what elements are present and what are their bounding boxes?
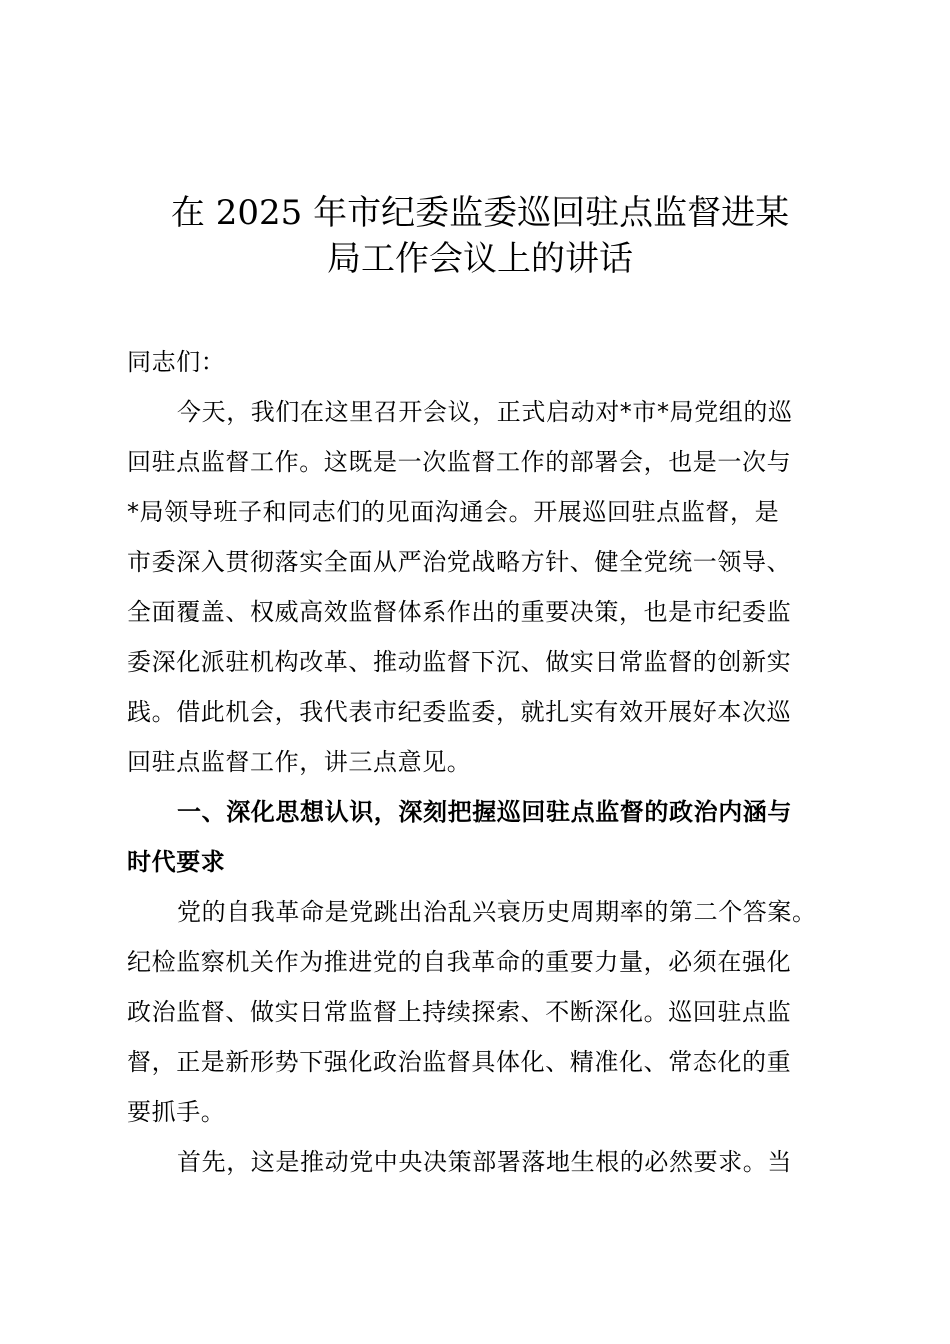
salutation: 同志们：	[127, 348, 226, 376]
paragraph-line: 委深化派驻机构改革、推动监督下沉、做实日常监督的创新实	[127, 648, 792, 676]
paragraph-line: 践。借此机会，我代表市纪委监委，就扎实有效开展好本次巡	[127, 698, 792, 726]
paragraph-line: 市委深入贯彻落实全面从严治党战略方针、健全党统一领导、	[127, 548, 792, 576]
paragraph-line: 回驻点监督工作，讲三点意见。	[127, 748, 472, 776]
paragraph-line: 纪检监察机关作为推进党的自我革命的重要力量，必须在强化	[127, 948, 792, 976]
paragraph-line: 回驻点监督工作。这既是一次监督工作的部署会，也是一次与	[127, 448, 792, 476]
paragraph-line: 要抓手。	[127, 1098, 226, 1126]
paragraph-line: *局领导班子和同志们的见面沟通会。开展巡回驻点监督，是	[127, 498, 780, 526]
paragraph-line: 今天，我们在这里召开会议，正式启动对*市*局党组的巡	[177, 398, 793, 426]
section-heading-line: 时代要求	[127, 848, 226, 876]
paragraph-line: 党的自我革命是党跳出治乱兴衰历史周期率的第二个答案。	[177, 898, 817, 926]
paragraph-line: 督，正是新形势下强化政治监督具体化、精准化、常态化的重	[127, 1048, 792, 1076]
document-title	[120, 190, 840, 282]
title-line-1: 在 2025 年市纪委监委巡回驻点监督进某	[170, 193, 790, 233]
section-heading-line: 一、深化思想认识，深刻把握巡回驻点监督的政治内涵与	[177, 798, 792, 826]
paragraph-line: 政治监督、做实日常监督上持续探索、不断深化。巡回驻点监	[127, 998, 792, 1026]
document-body	[127, 337, 827, 1187]
title-line-2: 局工作会议上的讲话	[327, 239, 633, 279]
paragraph-line: 首先，这是推动党中央决策部署落地生根的必然要求。当	[177, 1148, 792, 1176]
paragraph-line: 全面覆盖、权威高效监督体系作出的重要决策，也是市纪委监	[127, 598, 792, 626]
